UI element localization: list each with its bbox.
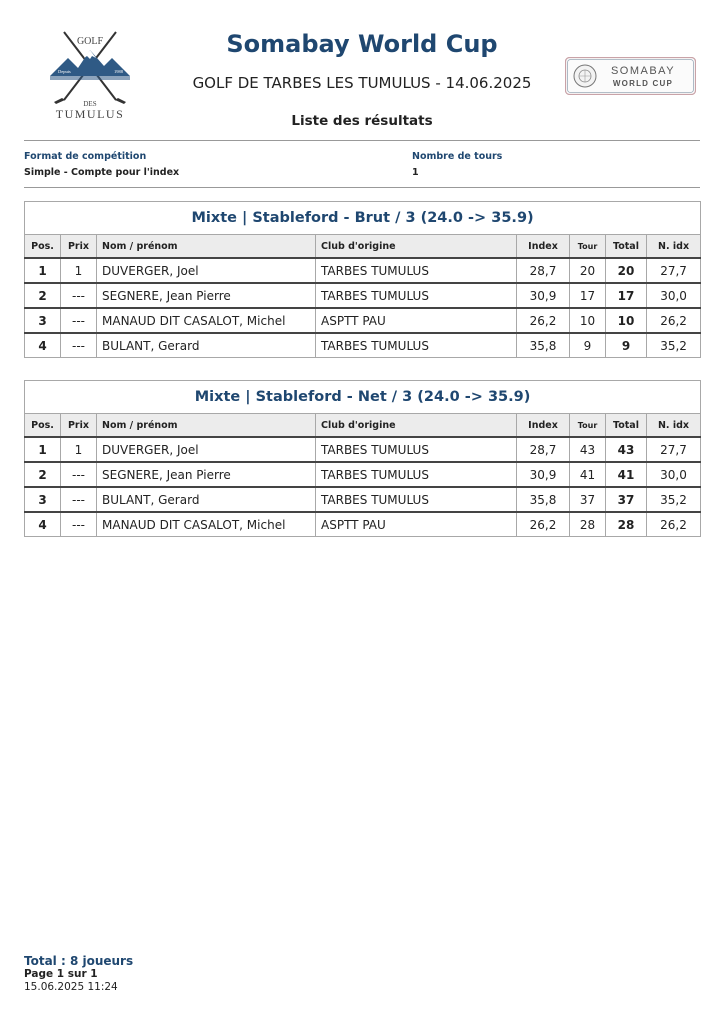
cell-prix: --- <box>61 308 97 333</box>
svg-text:TUMULUS: TUMULUS <box>55 107 125 121</box>
table-header <box>25 235 701 259</box>
col-header-name: Nom / prénom <box>97 235 316 259</box>
cell-name: BULANT, Gerard <box>97 487 316 512</box>
cell-pos: 2 <box>25 462 61 487</box>
cell-nidx: 27,7 <box>647 258 701 283</box>
col-header-tour: Tour <box>570 414 606 438</box>
cell-tour: 10 <box>570 308 606 333</box>
cell-index: 35,8 <box>517 333 570 358</box>
table-row <box>25 333 701 358</box>
cell-index: 30,9 <box>517 283 570 308</box>
cell-pos: 4 <box>25 333 61 358</box>
cell-total: 37 <box>606 487 647 512</box>
divider <box>24 187 700 188</box>
cell-pos: 2 <box>25 283 61 308</box>
cell-pos: 3 <box>25 487 61 512</box>
cell-club: ASPTT PAU <box>316 512 517 537</box>
page-title: Somabay World Cup <box>226 30 498 58</box>
event-subtitle: GOLF DE TARBES LES TUMULUS - 14.06.2025 <box>192 74 532 92</box>
table-title: Mixte | Stableford - Brut / 3 (24.0 -> 35.9) <box>25 202 701 235</box>
cell-name: DUVERGER, Joel <box>97 437 316 462</box>
table-title: Mixte | Stableford - Net / 3 (24.0 -> 35.9) <box>25 381 701 414</box>
cell-tour: 43 <box>570 437 606 462</box>
cell-total: 28 <box>606 512 647 537</box>
cell-prix: 1 <box>61 437 97 462</box>
col-header-index: Index <box>517 414 570 438</box>
col-header-pos: Pos. <box>25 235 61 259</box>
col-header-nidx: N. idx <box>647 235 701 259</box>
col-header-prix: Prix <box>61 235 97 259</box>
cell-prix: --- <box>61 462 97 487</box>
cell-nidx: 35,2 <box>647 487 701 512</box>
svg-text:GOLF: GOLF <box>76 36 104 47</box>
cell-prix: --- <box>61 283 97 308</box>
cell-index: 26,2 <box>517 512 570 537</box>
cell-nidx: 30,0 <box>647 462 701 487</box>
cell-total: 9 <box>606 333 647 358</box>
cell-index: 28,7 <box>517 437 570 462</box>
col-header-nidx: N. idx <box>647 414 701 438</box>
col-header-club: Club d'origine <box>316 414 517 438</box>
cell-club: TARBES TUMULUS <box>316 462 517 487</box>
table-row <box>25 308 701 333</box>
table-header <box>25 414 701 438</box>
cell-prix: --- <box>61 512 97 537</box>
table-row <box>25 487 701 512</box>
table-row <box>25 258 701 283</box>
cell-pos: 3 <box>25 308 61 333</box>
col-header-pos: Pos. <box>25 414 61 438</box>
results-list-title: Liste des résultats <box>291 113 433 129</box>
col-header-total: Total <box>606 414 647 438</box>
cell-tour: 28 <box>570 512 606 537</box>
col-header-prix: Prix <box>61 414 97 438</box>
cell-club: TARBES TUMULUS <box>316 283 517 308</box>
table-row <box>25 462 701 487</box>
cell-nidx: 30,0 <box>647 283 701 308</box>
cell-prix: --- <box>61 487 97 512</box>
cell-nidx: 26,2 <box>647 512 701 537</box>
col-header-index: Index <box>517 235 570 259</box>
svg-text:SOMABAY: SOMABAY <box>610 65 676 77</box>
cell-tour: 17 <box>570 283 606 308</box>
cell-club: ASPTT PAU <box>316 308 517 333</box>
cell-pos: 4 <box>25 512 61 537</box>
cell-index: 28,7 <box>517 258 570 283</box>
cell-name: BULANT, Gerard <box>97 333 316 358</box>
col-header-name: Nom / prénom <box>97 414 316 438</box>
cell-name: SEGNERE, Jean Pierre <box>97 283 316 308</box>
format-value: Simple - Compte pour l'index <box>24 167 180 178</box>
table-row <box>25 512 701 537</box>
cell-club: TARBES TUMULUS <box>316 333 517 358</box>
cell-index: 26,2 <box>517 308 570 333</box>
cell-tour: 37 <box>570 487 606 512</box>
cell-name: MANAUD DIT CASALOT, Michel <box>97 512 316 537</box>
cell-club: TARBES TUMULUS <box>316 487 517 512</box>
cell-name: MANAUD DIT CASALOT, Michel <box>97 308 316 333</box>
format-label: Format de compétition <box>24 151 147 162</box>
cell-nidx: 35,2 <box>647 333 701 358</box>
cell-nidx: 26,2 <box>647 308 701 333</box>
cell-total: 10 <box>606 308 647 333</box>
page-number: Page 1 sur 1 <box>24 968 98 980</box>
cell-club: TARBES TUMULUS <box>316 258 517 283</box>
print-timestamp: 15.06.2025 11:24 <box>24 981 118 993</box>
total-players: Total : 8 joueurs <box>24 954 134 968</box>
cell-tour: 20 <box>570 258 606 283</box>
somabay-world-cup-logo <box>565 57 696 95</box>
svg-text:1988: 1988 <box>114 69 123 74</box>
cell-club: TARBES TUMULUS <box>316 437 517 462</box>
table-row <box>25 283 701 308</box>
col-header-club: Club d'origine <box>316 235 517 259</box>
svg-text:DES: DES <box>83 100 97 108</box>
results-table-net <box>24 380 701 537</box>
cell-name: SEGNERE, Jean Pierre <box>97 462 316 487</box>
cell-tour: 9 <box>570 333 606 358</box>
cell-total: 17 <box>606 283 647 308</box>
col-header-tour: Tour <box>570 235 606 259</box>
cell-prix: --- <box>61 333 97 358</box>
svg-text:WORLD CUP: WORLD CUP <box>612 79 674 88</box>
cell-index: 35,8 <box>517 487 570 512</box>
divider <box>24 140 700 141</box>
cell-pos: 1 <box>25 437 61 462</box>
col-header-total: Total <box>606 235 647 259</box>
cell-total: 43 <box>606 437 647 462</box>
cell-tour: 41 <box>570 462 606 487</box>
rounds-label: Nombre de tours <box>412 151 503 162</box>
cell-total: 20 <box>606 258 647 283</box>
cell-prix: 1 <box>61 258 97 283</box>
cell-pos: 1 <box>25 258 61 283</box>
cell-total: 41 <box>606 462 647 487</box>
rounds-value: 1 <box>412 167 419 178</box>
table-row <box>25 437 701 462</box>
results-table-brut <box>24 201 701 358</box>
cell-name: DUVERGER, Joel <box>97 258 316 283</box>
svg-text:Depuis: Depuis <box>58 69 71 74</box>
cell-index: 30,9 <box>517 462 570 487</box>
cell-nidx: 27,7 <box>647 437 701 462</box>
